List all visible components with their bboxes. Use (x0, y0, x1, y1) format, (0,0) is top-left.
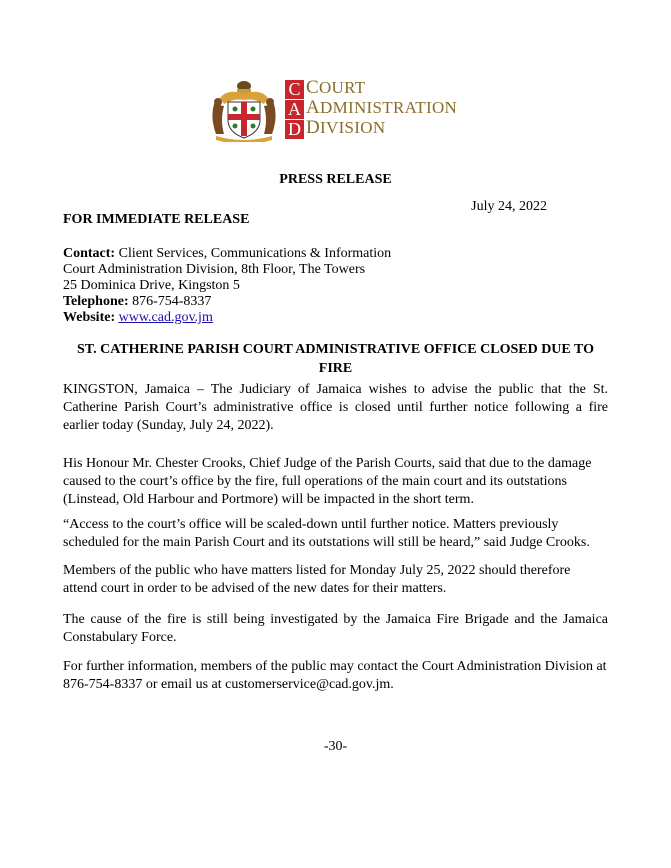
cad-letter-a: A (285, 100, 304, 119)
release-type: FOR IMMEDIATE RELEASE (63, 212, 250, 227)
cad-letter-blocks (285, 80, 304, 140)
paragraph-1: KINGSTON, Jamaica – The Judiciary of Jamaica wishes to advise the public that the St. Catherine Parish Court’s administrative office is closed until further notice following a fire earlier today (Sunday, July 24, 2022). (63, 382, 608, 433)
wordmark-division: DIVISION (306, 117, 386, 138)
website-line: Website: www.cad.gov.jm (63, 310, 213, 325)
website-link[interactable]: www.cad.gov.jm (118, 310, 213, 325)
release-date: July 24, 2022 (471, 199, 547, 214)
coat-of-arms-icon (208, 78, 280, 142)
paragraph-5: The cause of the fire is still being investigated by the Jamaica Fire Brigade and the Jamaica Constabulary Force. (63, 612, 608, 645)
contact-block (63, 246, 391, 326)
contact-line: Contact: Client Services, Communications & Information (63, 246, 392, 261)
end-marker: -30- (323, 739, 348, 754)
cad-wordmark (306, 78, 457, 138)
cad-letter-d: D (285, 120, 304, 139)
paragraph-2: His Honour Mr. Chester Crooks, Chief Judge of the Parish Courts, said that due to the damage caused to the court’s office by the fire, full operations of the main court and its outstations (Linstead, Old Harbour and Portmore) will be impacted in the short term. (63, 456, 592, 507)
paragraph-6: For further information, members of the public may contact the Court Administration Division at 876-754-8337 or email us at customerservice@cad.gov.jm. (63, 659, 607, 692)
address-line-2: 25 Dominica Drive, Kingston 5 (63, 278, 240, 293)
wordmark-court: COURT (306, 77, 366, 98)
headline: ST. CATHERINE PARISH COURT ADMINISTRATIVE OFFICE CLOSED DUE TO FIRE (77, 342, 594, 376)
page-title: PRESS RELEASE (279, 172, 392, 187)
paragraph-4: Members of the public who have matters listed for Monday July 25, 2022 should therefore attend court in order to be advised of the new dates for their matters. (63, 563, 571, 596)
cad-letter-c: C (285, 80, 304, 99)
paragraph-3: “Access to the court’s office will be scaled-down until further notice. Matters previously scheduled for the main Parish Court and its outstations will still be heard,” said Judge Crooks. (63, 517, 590, 550)
wordmark-administration: ADMINISTRATION (306, 97, 458, 118)
address-line-1: Court Administration Division, 8th Floor, The Towers (63, 262, 366, 277)
cad-logo (208, 77, 458, 142)
telephone-line: Telephone: 876-754-8337 (63, 294, 212, 309)
